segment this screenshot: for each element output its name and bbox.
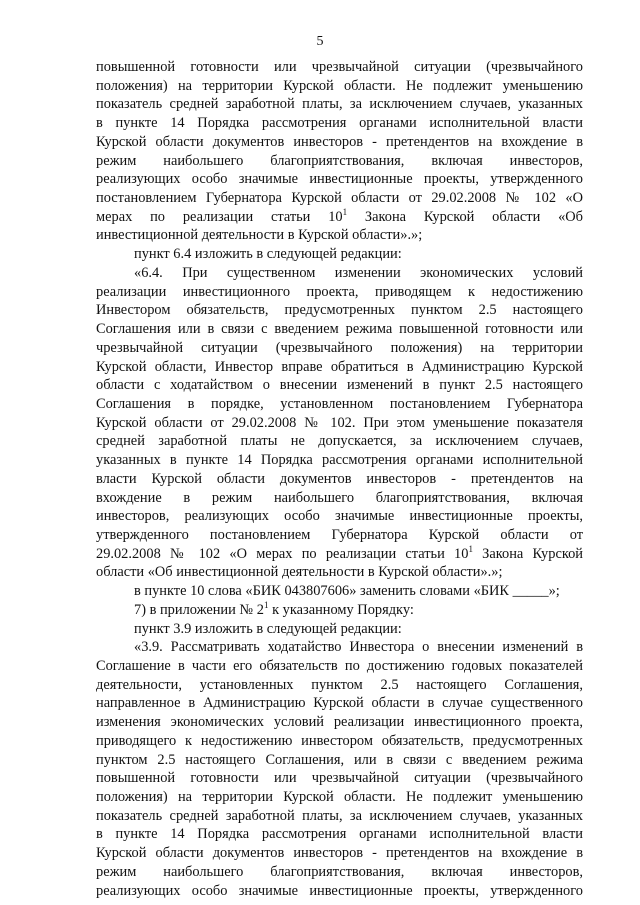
text-segment: «3.9. Рассматривать ходатайство Инвестора о внесении изменений в <box>134 639 583 656</box>
text-segment: положения) на территории Курской области. Не подлежит уменьшению <box>96 77 583 94</box>
text-segment: направленное в Администрацию Курской области в случае существенного <box>96 695 583 712</box>
text-segment: Курской области от 29.02.2008 № 102. При этом уменьшение показателя <box>96 414 583 431</box>
text-segment: Закона Курской <box>472 545 583 562</box>
text-segment: пункт 3.9 изложить в следующей редакции: <box>134 620 402 637</box>
text-segment: показатель средней заработной платы, за исключением случаев, указанных <box>96 807 583 824</box>
text-line <box>96 769 583 788</box>
text-line <box>96 657 583 676</box>
text-line <box>96 114 583 133</box>
text-segment: Соглашения или в связи с введением режима повышенной готовности или <box>96 321 583 338</box>
text-line <box>96 694 583 713</box>
text-segment: власти Курской области документов инвесторов - претендентов на <box>96 470 583 487</box>
text-segment: показатель средней заработной платы, за исключением случаев, указанных <box>96 96 583 113</box>
page-number: 5 <box>316 34 324 49</box>
text-line <box>96 470 583 489</box>
text-segment: положения) на территории Курской области. Не подлежит уменьшению <box>96 789 583 806</box>
text-segment: приводящего к недостижению инвестором обязательств, предусмотренных <box>96 732 583 749</box>
text-line <box>96 283 583 302</box>
text-line <box>96 320 583 339</box>
text-segment: Соглашения в порядке, установленном постановлением Губернатора <box>96 395 583 412</box>
text-line <box>96 189 583 208</box>
text-line <box>96 170 583 189</box>
text-line <box>96 601 583 620</box>
text-line <box>96 95 583 114</box>
text-line <box>96 751 583 770</box>
text-segment: вхождение в режим наибольшего благоприятствования, включая <box>96 489 583 506</box>
text-line <box>96 152 583 171</box>
superscript: 1 <box>263 600 269 611</box>
text-line <box>96 788 583 807</box>
text-line <box>96 376 583 395</box>
text-segment: 7) в приложении № 2 <box>134 601 264 618</box>
text-line <box>96 807 583 826</box>
text-line <box>96 825 583 844</box>
text-line <box>96 451 583 470</box>
text-line <box>96 358 583 377</box>
text-line <box>96 713 583 732</box>
text-line <box>96 208 583 227</box>
text-line <box>96 395 583 414</box>
text-segment: в пункте 14 Порядка рассмотрения органами исполнительной власти <box>96 115 583 132</box>
text-line <box>96 489 583 508</box>
text-line <box>96 507 583 526</box>
text-segment: повышенной готовности или чрезвычайной ситуации (чрезвычайного <box>96 59 583 75</box>
text-segment: реализующих особо значимые инвестиционные проекты, утвержденного <box>96 171 583 188</box>
text-line <box>96 732 583 751</box>
text-segment: реализации инвестиционного проекта, приводящем к недостижению <box>96 283 583 300</box>
text-line <box>96 245 583 264</box>
text-segment: к указанному Порядку: <box>268 601 414 618</box>
text-line <box>96 563 583 582</box>
text-segment: мерах по реализации статьи 10 <box>96 208 343 225</box>
text-line <box>96 414 583 433</box>
text-line <box>96 226 583 245</box>
text-segment: утвержденного постановлением Губернатора Курской области от <box>96 526 583 543</box>
text-line <box>96 582 583 601</box>
text-line <box>96 133 583 152</box>
text-segment: средней заработной платы не допускается, за исключением случаев, <box>96 433 583 450</box>
text-line <box>96 264 583 283</box>
text-segment: Соглашение в части его обязательств по достижению годовых показателей <box>96 658 583 674</box>
text-line <box>96 526 583 545</box>
text-line <box>96 844 583 863</box>
text-segment: реализующих особо значимые инвестиционные проекты, утвержденного <box>96 882 583 899</box>
text-line <box>96 676 583 695</box>
text-segment: Курской области документов инвесторов - претендентов на вхождение в <box>96 845 583 862</box>
text-line <box>96 58 583 77</box>
text-line <box>96 339 583 358</box>
text-segment: области с ходатайством о внесении изменений в пункт 2.5 настоящего <box>96 377 583 394</box>
superscript: 1 <box>342 207 348 217</box>
text-line <box>96 620 583 639</box>
text-segment: инвесторов, реализующих особо значимые инвестиционные проекты, <box>96 508 583 525</box>
text-segment: постановлением Губернатора Курской области от 29.02.2008 № 102 «О <box>96 190 583 207</box>
text-segment: Инвестором обязательств, предусмотренных пунктом 2.5 настоящего <box>96 302 583 319</box>
text-segment: Курской области, Инвестор вправе обратиться в Администрацию Курской <box>96 358 583 375</box>
text-segment: изменения экономических условий реализации инвестиционного проекта, <box>96 714 583 731</box>
text-segment: области «Об инвестиционной деятельности в Курской области».»; <box>96 564 503 581</box>
text-line <box>96 432 583 451</box>
text-segment: «6.4. При существенном изменении экономических условий <box>134 264 583 281</box>
text-segment: инвестиционной деятельности в Курской области».»; <box>96 227 423 244</box>
text-line <box>96 301 583 320</box>
text-line <box>96 882 583 901</box>
text-segment: пункт 6.4 изложить в следующей редакции: <box>134 246 402 263</box>
text-segment: Курской области документов инвесторов - претендентов на вхождение в <box>96 133 583 150</box>
text-segment: режим наибольшего благоприятствования, включая инвесторов, <box>96 863 583 880</box>
text-segment: чрезвычайной ситуации (чрезвычайного положения) на территории <box>96 339 583 356</box>
text-segment: деятельности, установленных пунктом 2.5 настоящего Соглашения, <box>96 676 583 693</box>
text-segment: в пункте 10 слова «БИК 043807606» заменить словами «БИК _____»; <box>134 583 560 600</box>
text-segment: повышенной готовности или чрезвычайной ситуации (чрезвычайного <box>96 770 583 787</box>
text-segment: пунктом 2.5 настоящего Соглашения, или в связи с введением режима <box>96 751 583 768</box>
text-line <box>96 77 583 96</box>
text-segment: 29.02.2008 № 102 «О мерах по реализации статьи 10 <box>96 545 469 562</box>
text-segment: режим наибольшего благоприятствования, включая инвесторов, <box>96 152 583 169</box>
body-text <box>96 58 583 900</box>
text-line <box>96 638 583 657</box>
text-line <box>96 545 583 564</box>
text-segment: указанных в пункте 14 Порядка рассмотрения органами исполнительной <box>96 452 583 469</box>
superscript: 1 <box>468 544 473 554</box>
text-line <box>96 863 583 882</box>
text-segment: в пункте 14 Порядка рассмотрения органами исполнительной власти <box>96 826 583 843</box>
text-segment: Закона Курской области «Об <box>347 208 583 225</box>
